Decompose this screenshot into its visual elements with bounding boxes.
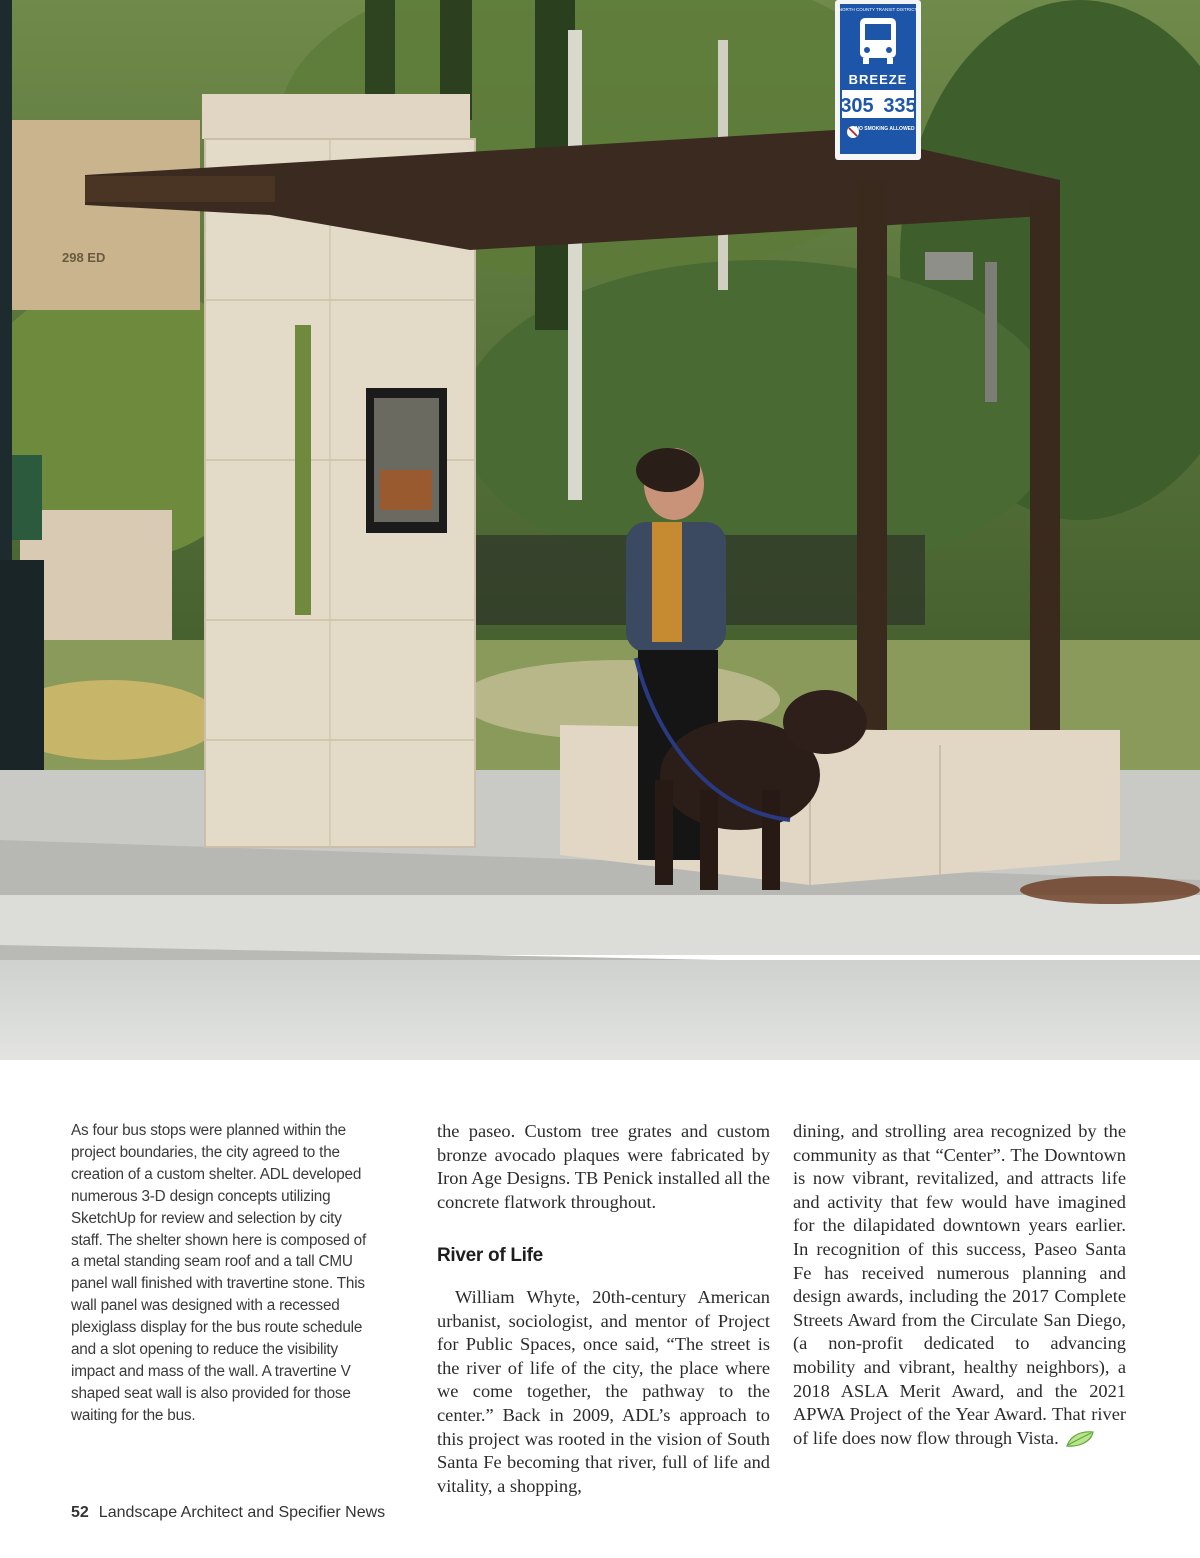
paragraph-river-of-life: William Whyte, 20th-century American urbanist, sociologist, and mentor of Project for Public Spaces, once said, “The street is the river of life of the city, the place where we come together, the pathway to the center.” Back in 2009, ADL’s approach to this project was rooted in the vision of South Santa Fe becoming that river, full of life and vitality, a shopping, <box>437 1286 770 1496</box>
sign-brand: BREEZE <box>848 72 908 87</box>
photo-caption: As four bus stops were planned within the project boundaries, the city agreed to the creation of a custom shelter. ADL developed numerous 3-D design concepts utilizing SketchUp for review and selection by city staff. The shelter shown here is composed of a metal standing seam roof and a tall CMU panel wall finished with travertine stone. This wall panel was designed with a recessed plexiglass display for the bus route schedule and a slot opening to reduce the visibility impact and mass of the wall. A travertine V shaped seat wall is also provided for those waiting for the bus. <box>71 1122 367 1424</box>
bus-icon <box>860 18 896 64</box>
paragraph-conclusion-text: dining, and strolling area recognized by the community as that “Center”. The Downtown is now vibrant, revitalized, and attracts life and activity that few would have imagined for the dilapidated downtown years earlier. In recognition of this success, Paseo Santa Fe has received numerous planning and design awards, including the 2017 Complete Streets Award from the Circulate San Diego, (a non-profit dedicated to advancing mobility and vibrant, healthy neighbors), a 2018 ASLA Merit Award, and the 2021 APWA Project of the Year Award. That river of life does now flow through Vista. <box>793 1121 1126 1448</box>
article-column-3 <box>793 1120 1126 1454</box>
leaf-icon <box>1065 1430 1095 1455</box>
article-column-2 <box>437 1120 770 1498</box>
section-heading: River of Life <box>437 1245 543 1267</box>
sign-route-305: 305 <box>840 95 874 117</box>
sign-agency: NORTH COUNTY TRANSIT DISTRICT <box>838 7 918 12</box>
building-number: 298 ED <box>62 250 106 265</box>
sign-no-smoking: NO SMOKING ALLOWED <box>855 126 915 132</box>
sign-route-335: 335 <box>883 95 917 117</box>
publication-name: Landscape Architect and Specifier News <box>98 1504 386 1521</box>
paragraph-paseo: the paseo. Custom tree grates and custom bronze avocado plaques were fabricated by Iron Age Designs. TB Penick installed all the concrete flatwork throughout. <box>437 1121 770 1212</box>
page-number: 52 <box>71 1504 89 1521</box>
paragraph-conclusion <box>793 1120 1126 1454</box>
page-footer <box>71 1504 385 1522</box>
bus-stop-sign <box>835 0 921 160</box>
